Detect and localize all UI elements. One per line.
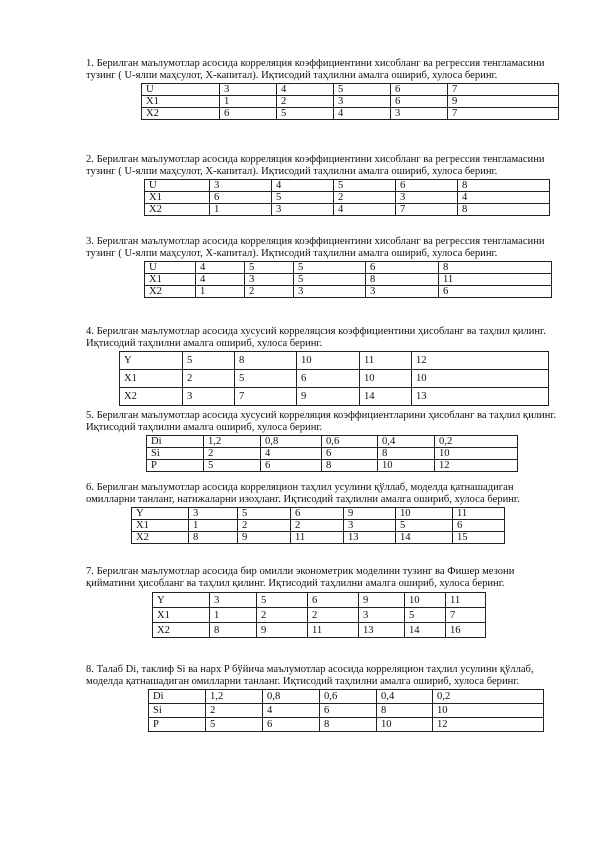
- table-cell: 8: [458, 204, 550, 216]
- table-cell: 6: [297, 370, 360, 388]
- table-cell: X2: [120, 388, 183, 406]
- table-cell: 0,4: [377, 690, 433, 704]
- table-row: [142, 84, 559, 96]
- table-cell: 11: [360, 352, 412, 370]
- table-cell: 10: [405, 593, 446, 608]
- table-cell: 2: [257, 608, 308, 623]
- table-cell: 11: [308, 623, 359, 638]
- table-cell: X1: [145, 192, 210, 204]
- table-cell: Di: [149, 690, 206, 704]
- table-cell: 4: [263, 704, 320, 718]
- table-cell: 11: [439, 274, 552, 286]
- table-cell: 8: [378, 448, 435, 460]
- table-cell: 0,4: [378, 436, 435, 448]
- table-cell: 15: [453, 532, 505, 544]
- table-cell: 13: [344, 532, 396, 544]
- table-cell: 4: [458, 192, 550, 204]
- table-cell: 14: [360, 388, 412, 406]
- table-row: [153, 608, 486, 623]
- table-cell: 8: [320, 718, 377, 732]
- table-cell: U: [145, 262, 196, 274]
- table-row: [132, 532, 505, 544]
- table-cell: 6: [263, 718, 320, 732]
- table-cell: 10: [297, 352, 360, 370]
- task-3-table: [144, 261, 552, 298]
- table-cell: 2: [204, 448, 261, 460]
- table-cell: 6: [210, 192, 272, 204]
- table-cell: 8: [235, 352, 297, 370]
- task-6-table: [131, 507, 505, 544]
- table-cell: X1: [120, 370, 183, 388]
- table-cell: 2: [238, 520, 291, 532]
- table-cell: 5: [183, 352, 235, 370]
- table-cell: X2: [142, 108, 220, 120]
- table-row: [145, 180, 550, 192]
- table-cell: 1: [210, 608, 257, 623]
- table-cell: 10: [433, 704, 544, 718]
- table-cell: 6: [320, 704, 377, 718]
- table-cell: Si: [147, 448, 204, 460]
- table-cell: 6: [453, 520, 505, 532]
- table-cell: 5: [206, 718, 263, 732]
- table-cell: 5: [294, 262, 366, 274]
- table-cell: 13: [359, 623, 405, 638]
- table-row: [149, 704, 544, 718]
- table-cell: 5: [405, 608, 446, 623]
- task-2: [86, 154, 558, 216]
- table-row: [147, 448, 518, 460]
- table-cell: 3: [245, 274, 294, 286]
- table-cell: 5: [245, 262, 294, 274]
- table-cell: 9: [297, 388, 360, 406]
- task-4-table: [119, 351, 549, 406]
- table-cell: 10: [435, 448, 518, 460]
- table-row: [142, 96, 559, 108]
- table-cell: 3: [391, 108, 448, 120]
- task-7: [86, 566, 558, 638]
- table-cell: 5: [294, 274, 366, 286]
- table-cell: 10: [360, 370, 412, 388]
- table-cell: X1: [142, 96, 220, 108]
- table-cell: 4: [272, 180, 334, 192]
- table-cell: 9: [344, 508, 396, 520]
- table-cell: X1: [132, 520, 189, 532]
- table-cell: Di: [147, 436, 204, 448]
- table-cell: 9: [359, 593, 405, 608]
- table-cell: 10: [396, 508, 453, 520]
- table-cell: 11: [446, 593, 486, 608]
- table-cell: 14: [405, 623, 446, 638]
- table-cell: 13: [412, 388, 549, 406]
- table-cell: Y: [132, 508, 189, 520]
- table-cell: 4: [196, 274, 245, 286]
- table-cell: 5: [204, 460, 261, 472]
- table-cell: 1: [210, 204, 272, 216]
- task-5-text: 5. Берилган маълумотлар асосида хусусий корреляция коэффициентларини ҳисобланг ва таҳлил қилинг. Иқтисодий таҳлилни амалга ошириб, хулоса беринг.: [86, 410, 557, 433]
- table-cell: 6: [261, 460, 322, 472]
- table-cell: 6: [391, 84, 448, 96]
- table-cell: 0,8: [261, 436, 322, 448]
- table-cell: 1: [220, 96, 277, 108]
- table-cell: 9: [238, 532, 291, 544]
- task-5-table: [146, 435, 518, 472]
- table-cell: 3: [366, 286, 439, 298]
- task-2-text: 2. Берилган маълумотлар асосида корреляция коэффициентини хисобланг ва регрессия тенгламасини тузинг ( U-ялпи маҳсулот, X-капитал). Иқтисодий таҳлилни амалга ошириб, хулоса беринг.: [86, 154, 545, 177]
- table-cell: 8: [439, 262, 552, 274]
- table-cell: 2: [334, 192, 396, 204]
- table-cell: 1,2: [206, 690, 263, 704]
- task-3-text: 3. Берилган маълумотлар асосида корреляция коэффициентини хисобланг ва регрессия тенгламасини тузинг ( U-ялпи маҳсулот, X-капитал). Иқтисодий таҳлилни амалга ошириб, хулоса беринг.: [86, 236, 545, 259]
- table-cell: 8: [322, 460, 378, 472]
- table-cell: 2: [183, 370, 235, 388]
- table-cell: 4: [334, 204, 396, 216]
- table-row: [132, 508, 505, 520]
- table-cell: 7: [446, 608, 486, 623]
- table-cell: U: [145, 180, 210, 192]
- table-cell: X2: [132, 532, 189, 544]
- table-cell: 3: [189, 508, 238, 520]
- task-7-text: 7. Берилган маълумотлар асосида бир омилли эконометрик моделини тузинг ва Фишер мезони қийматини ҳисобланг ва таҳлил қилинг. Иқтисодий таҳлилни амалга ошириб, хулоса беринг.: [86, 566, 515, 589]
- table-cell: 2: [206, 704, 263, 718]
- table-cell: X1: [145, 274, 196, 286]
- table-cell: 3: [344, 520, 396, 532]
- table-cell: 9: [448, 96, 559, 108]
- table-cell: 3: [220, 84, 277, 96]
- task-8-table: [148, 689, 544, 732]
- table-cell: 3: [210, 180, 272, 192]
- table-cell: U: [142, 84, 220, 96]
- table-cell: 7: [396, 204, 458, 216]
- table-cell: 8: [377, 704, 433, 718]
- table-cell: 7: [448, 108, 559, 120]
- task-1: [86, 58, 558, 120]
- task-7-table: [152, 592, 486, 638]
- table-cell: 5: [277, 108, 334, 120]
- table-cell: 12: [435, 460, 518, 472]
- table-cell: 0,2: [433, 690, 544, 704]
- task-3: [86, 236, 558, 298]
- table-cell: 10: [377, 718, 433, 732]
- table-cell: 5: [334, 84, 391, 96]
- table-cell: 2: [308, 608, 359, 623]
- table-cell: 3: [210, 593, 257, 608]
- table-cell: 10: [378, 460, 435, 472]
- table-cell: Si: [149, 704, 206, 718]
- table-cell: X1: [153, 608, 210, 623]
- table-cell: 2: [245, 286, 294, 298]
- table-cell: 7: [448, 84, 559, 96]
- table-cell: 5: [334, 180, 396, 192]
- task-6-text: 6. Берилган маълумотлар асосида корреляцион таҳлил усулини қўллаб, моделда қатнашадиган омилларни танланг, натижаларни изоҳланг. Иқтисодий таҳлилни амалга ошириб, хулоса беринг.: [86, 482, 520, 505]
- table-cell: 4: [277, 84, 334, 96]
- table-cell: 4: [196, 262, 245, 274]
- table-cell: 12: [433, 718, 544, 732]
- table-cell: 3: [334, 96, 391, 108]
- table-cell: 6: [322, 448, 378, 460]
- table-cell: 0,6: [322, 436, 378, 448]
- table-cell: 3: [272, 204, 334, 216]
- table-row: [149, 718, 544, 732]
- table-cell: 7: [235, 388, 297, 406]
- table-cell: 1,2: [204, 436, 261, 448]
- table-cell: 11: [291, 532, 344, 544]
- table-cell: 10: [412, 370, 549, 388]
- table-cell: X2: [145, 286, 196, 298]
- table-cell: 11: [453, 508, 505, 520]
- table-row: [132, 520, 505, 532]
- table-cell: X2: [153, 623, 210, 638]
- table-cell: 6: [391, 96, 448, 108]
- table-cell: 8: [189, 532, 238, 544]
- table-row: [145, 204, 550, 216]
- table-row: [147, 436, 518, 448]
- table-cell: 6: [439, 286, 552, 298]
- table-cell: 6: [291, 508, 344, 520]
- table-cell: 3: [294, 286, 366, 298]
- table-cell: 3: [396, 192, 458, 204]
- table-cell: 5: [272, 192, 334, 204]
- task-4-text: 4. Берилган маълумотлар асосида хусусий корреляцсия коэффициентини ҳисобланг ва таҳлил қилинг. Иқтисодий таҳлилни амалга ошириб, хулоса беринг.: [86, 326, 546, 349]
- table-row: [145, 192, 550, 204]
- table-row: [149, 690, 544, 704]
- table-cell: 16: [446, 623, 486, 638]
- table-row: [120, 370, 549, 388]
- table-cell: 0,2: [435, 436, 518, 448]
- task-5: [86, 410, 558, 472]
- table-cell: X2: [145, 204, 210, 216]
- table-cell: 3: [183, 388, 235, 406]
- table-cell: 14: [396, 532, 453, 544]
- table-row: [147, 460, 518, 472]
- table-row: [120, 388, 549, 406]
- table-row: [145, 286, 552, 298]
- table-cell: 5: [396, 520, 453, 532]
- table-cell: Y: [153, 593, 210, 608]
- table-cell: 5: [235, 370, 297, 388]
- table-cell: 6: [396, 180, 458, 192]
- table-cell: 0,8: [263, 690, 320, 704]
- table-cell: 12: [412, 352, 549, 370]
- task-8-text: 8. Талаб Di, таклиф Si ва нарх P бўйича маълумотлар асосида корреляцион таҳлил усулини қўллаб, моделда қатнашадиган омилларни танланг. Иқтисодий таҳлилни амалга ошириб, хулоса беринг.: [86, 664, 534, 687]
- table-cell: P: [149, 718, 206, 732]
- table-row: [142, 108, 559, 120]
- table-cell: 9: [257, 623, 308, 638]
- table-row: [145, 262, 552, 274]
- task-1-text: 1. Берилган маълумотлар асосида корреляция коэффициентини хисобланг ва регрессия тенгламасини тузинг ( U-ялпи маҳсулот, X-капитал). Иқтисодий таҳлилни амалга ошириб, хулоса беринг.: [86, 58, 545, 81]
- table-cell: 8: [458, 180, 550, 192]
- table-cell: 1: [189, 520, 238, 532]
- table-cell: 6: [308, 593, 359, 608]
- table-cell: 4: [334, 108, 391, 120]
- table-row: [145, 274, 552, 286]
- task-1-table: [141, 83, 559, 120]
- table-row: [153, 593, 486, 608]
- task-4: [86, 326, 558, 406]
- table-cell: P: [147, 460, 204, 472]
- table-cell: 2: [291, 520, 344, 532]
- table-cell: 0,6: [320, 690, 377, 704]
- table-cell: 3: [359, 608, 405, 623]
- task-6: [86, 482, 558, 544]
- table-row: [153, 623, 486, 638]
- table-cell: 6: [366, 262, 439, 274]
- table-cell: 8: [366, 274, 439, 286]
- table-cell: 8: [210, 623, 257, 638]
- table-cell: 5: [238, 508, 291, 520]
- table-cell: 2: [277, 96, 334, 108]
- table-cell: 1: [196, 286, 245, 298]
- table-cell: 5: [257, 593, 308, 608]
- task-2-table: [144, 179, 550, 216]
- table-cell: Y: [120, 352, 183, 370]
- table-cell: 4: [261, 448, 322, 460]
- table-row: [120, 352, 549, 370]
- task-8: [86, 664, 558, 732]
- table-cell: 6: [220, 108, 277, 120]
